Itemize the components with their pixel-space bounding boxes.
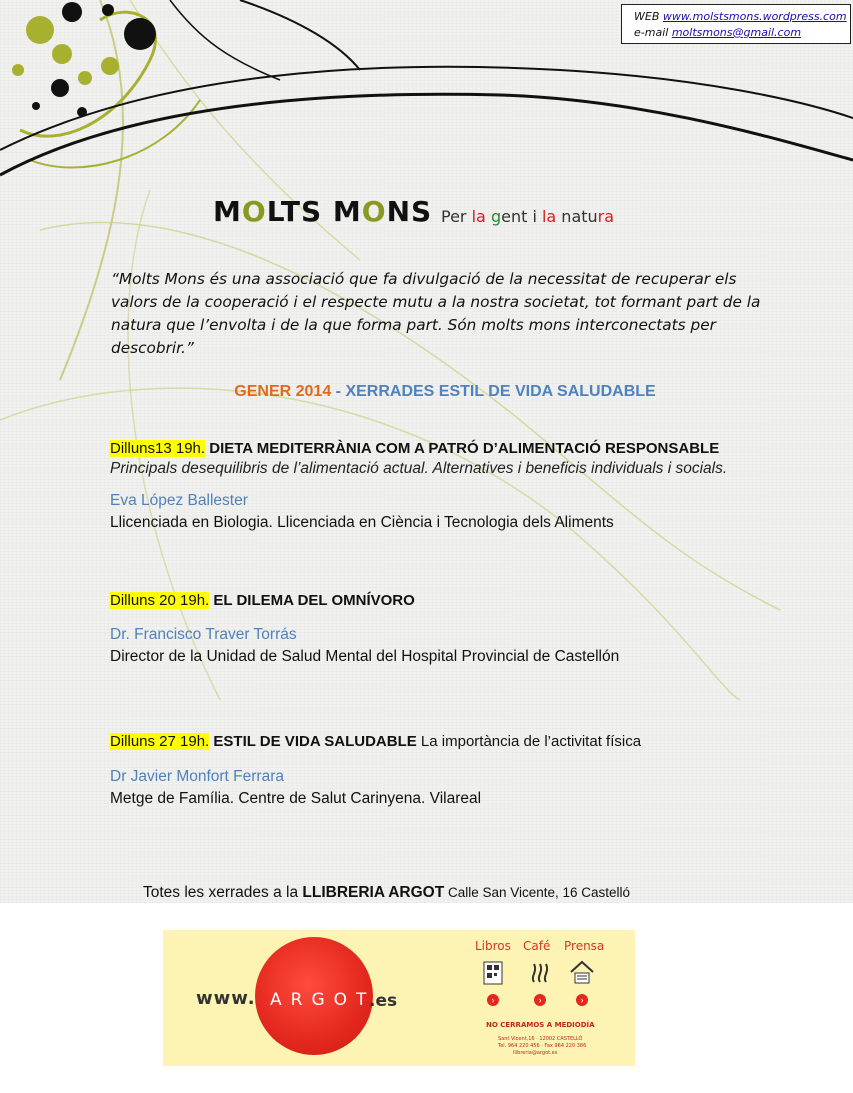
event-date: Dilluns13 19h. <box>110 440 206 457</box>
event-title-extra: La importància de l’activitat física <box>416 733 642 750</box>
newspaper-roof-icon <box>570 958 594 986</box>
category-prensa: Prensa <box>564 939 605 953</box>
event-2-title-line <box>110 590 415 612</box>
tagline-part: la <box>541 207 557 226</box>
books-icon <box>481 958 505 986</box>
argot-address: Sant Vicent,16 · 12002 CASTELLÓ <box>498 1036 583 1042</box>
tagline-part: ra <box>597 207 615 226</box>
event-1-title-line <box>110 438 719 460</box>
argot-email: llibreria@argot.es <box>513 1050 558 1056</box>
event-1-speaker-desc: Llicenciada en Biologia. Llicenciada en Ciència i Tecnologia dels Aliments <box>110 514 614 531</box>
tagline-part: g <box>490 207 502 226</box>
venue-address: Calle San Vicente, 16 Castelló <box>444 885 631 900</box>
event-date: Dilluns 27 19h. <box>110 733 210 750</box>
argot-url-letters: ARGOT <box>270 990 376 1010</box>
web-line <box>634 9 850 25</box>
tagline-part: ent i <box>501 207 542 226</box>
heading-month: GENER 2014 <box>234 383 332 400</box>
brand-title-part: M <box>213 195 242 228</box>
venue-prefix: Totes les xerrades a la <box>143 884 303 901</box>
arrow-circle-icon: › <box>576 994 588 1006</box>
contact-box <box>621 4 851 44</box>
email-label: e-mail <box>634 26 669 39</box>
arrow-circle-icon: › <box>534 994 546 1006</box>
brand-title <box>213 195 432 228</box>
brand-title-part: O <box>361 195 387 228</box>
event-title: DIETA MEDITERRÀNIA COM A PATRÓ D’ALIMENTACIÓ RESPONSABLE <box>209 440 720 457</box>
tagline-part: Per <box>441 207 472 226</box>
argot-banner[interactable] <box>163 930 635 1066</box>
mission-quote: “Molts Mons és una associació que fa divulgació de la necessitat de recuperar els valors de la cooperació i el respecte mutu a la nostra societat, tot formant part de la natura que l’envolta i de la que forma part. Són molts mons interconectats per descobrir.” <box>111 270 761 357</box>
section-heading <box>0 383 853 401</box>
event-2-speaker-desc: Director de la Unidad de Salud Mental del Hospital Provincial de Castellón <box>110 648 620 665</box>
email-line <box>634 25 850 41</box>
venue-line <box>143 884 630 902</box>
email-link[interactable]: moltsmons@gmail.com <box>671 26 802 39</box>
website-link[interactable]: www.molstsmons.wordpress.com <box>662 10 847 23</box>
argot-url-suffix: .es <box>369 991 398 1011</box>
event-title: ESTIL DE VIDA SALUDABLE <box>213 733 417 750</box>
coffee-steam-icon <box>528 958 552 986</box>
web-label: WEB <box>634 10 660 23</box>
event-date: Dilluns 20 19h. <box>110 592 210 609</box>
heading-series: - XERRADES ESTIL DE VIDA SALUDABLE <box>331 383 656 400</box>
event-2-speaker: Dr. Francisco Traver Torrás <box>110 626 297 643</box>
argot-notice: NO CERRAMOS A MEDIODÍA <box>486 1021 595 1029</box>
event-3-speaker: Dr Javier Monfort Ferrara <box>110 768 284 785</box>
argot-phone: Tel. 964 220 456 · Fax 964 220 386 <box>498 1043 587 1049</box>
venue-name: LLIBRERIA ARGOT <box>302 884 445 901</box>
event-1-subtitle: Principals desequilibris de l’alimentació actual. Alternatives i beneficis individuals i socials. <box>110 460 728 477</box>
event-title: EL DILEMA DEL OMNÍVORO <box>213 592 415 609</box>
brand-tagline <box>441 207 614 226</box>
arrow-circle-icon: › <box>487 994 499 1006</box>
event-3-title-line <box>110 731 641 753</box>
event-3-speaker-desc: Metge de Família. Centre de Salut Carinyena. Vilareal <box>110 790 482 807</box>
category-cafe: Café <box>523 939 551 953</box>
tagline-part: la <box>471 207 486 226</box>
argot-url-prefix: www. <box>196 988 256 1009</box>
tagline-part: natu <box>556 207 598 226</box>
event-1-speaker: Eva López Ballester <box>110 492 248 509</box>
brand-title-part: NS <box>386 195 433 228</box>
brand-title-part: LTS M <box>266 195 362 228</box>
category-libros: Libros <box>475 939 511 953</box>
brand-title-part: O <box>241 195 267 228</box>
